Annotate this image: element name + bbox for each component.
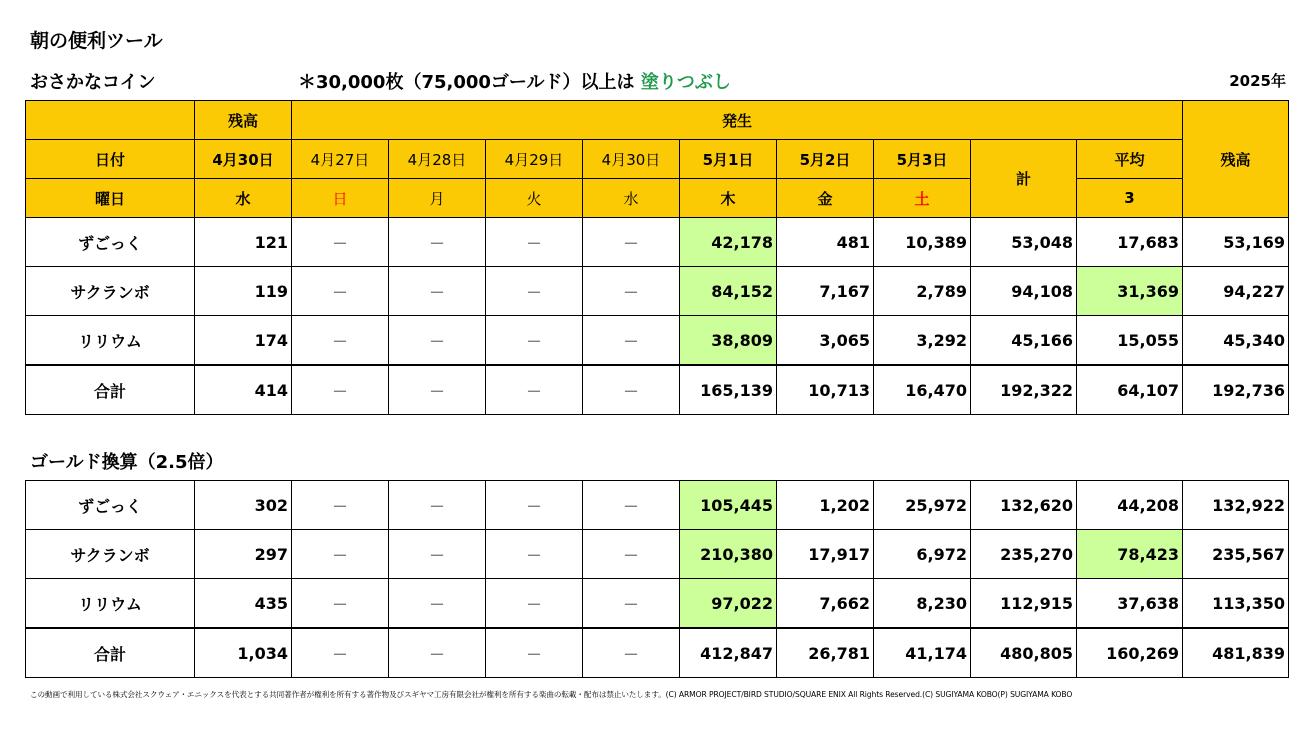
cell-dash: － xyxy=(389,628,486,678)
cell-may1: 42,178 xyxy=(680,218,777,267)
cell-end: 481,839 xyxy=(1183,628,1289,678)
header-total: 計 xyxy=(971,140,1077,218)
header-date: 4月28日 xyxy=(389,140,486,179)
cell-end: 45,340 xyxy=(1183,316,1289,366)
row-name: 合計 xyxy=(26,365,195,415)
header-row-weekdays xyxy=(26,179,1289,218)
row-name: リリウム xyxy=(26,579,195,629)
header-date: 5月3日 xyxy=(874,140,971,179)
cell-may1: 105,445 xyxy=(680,481,777,530)
cell-may3: 3,292 xyxy=(874,316,971,366)
table-row xyxy=(26,530,1289,579)
cell-dash: － xyxy=(292,628,389,678)
cell-total: 94,108 xyxy=(971,267,1077,316)
cell-dash: － xyxy=(292,530,389,579)
cell-may3: 8,230 xyxy=(874,579,971,629)
cell-may1: 210,380 xyxy=(680,530,777,579)
table-row xyxy=(26,218,1289,267)
cell-start: 435 xyxy=(195,579,292,629)
cell-start: 121 xyxy=(195,218,292,267)
cell-avg: 160,269 xyxy=(1077,628,1183,678)
cell-start: 1,034 xyxy=(195,628,292,678)
header-date: 5月2日 xyxy=(777,140,874,179)
total-row xyxy=(26,628,1289,678)
cell-start: 302 xyxy=(195,481,292,530)
cell-dash: － xyxy=(486,267,583,316)
cell-dash: － xyxy=(486,579,583,629)
header-weekday-label: 曜日 xyxy=(26,179,195,218)
cell-dash: － xyxy=(292,579,389,629)
section-title-gold: ゴールド換算（2.5倍） xyxy=(30,452,224,473)
cell-dash: － xyxy=(583,481,680,530)
cell-avg: 37,638 xyxy=(1077,579,1183,629)
cell-dash: － xyxy=(583,530,680,579)
cell-dash: － xyxy=(389,481,486,530)
header-hassei: 発生 xyxy=(292,101,1183,140)
cell-avg: 78,423 xyxy=(1077,530,1183,579)
table-row xyxy=(26,579,1289,629)
cell-may3: 2,789 xyxy=(874,267,971,316)
cell-avg: 17,683 xyxy=(1077,218,1183,267)
cell-dash: － xyxy=(292,481,389,530)
cell-may2: 7,662 xyxy=(777,579,874,629)
cell-total: 45,166 xyxy=(971,316,1077,366)
header-avg: 平均 xyxy=(1077,140,1183,179)
cell-dash: － xyxy=(292,218,389,267)
row-name: ずごっく xyxy=(26,218,195,267)
cell-avg: 31,369 xyxy=(1077,267,1183,316)
cell-dash: － xyxy=(486,218,583,267)
cell-dash: － xyxy=(486,365,583,415)
cell-dash: － xyxy=(389,316,486,366)
header-weekday: 火 xyxy=(486,179,583,218)
header-date: 4月30日 xyxy=(583,140,680,179)
cell-may3: 10,389 xyxy=(874,218,971,267)
cell-total: 192,322 xyxy=(971,365,1077,415)
header-weekday: 金 xyxy=(777,179,874,218)
cell-start: 297 xyxy=(195,530,292,579)
cell-dash: － xyxy=(292,365,389,415)
table-row xyxy=(26,316,1289,366)
cell-total: 132,620 xyxy=(971,481,1077,530)
threshold-note xyxy=(298,68,731,94)
cell-total: 480,805 xyxy=(971,628,1077,678)
cell-may2: 26,781 xyxy=(777,628,874,678)
cell-may1: 165,139 xyxy=(680,365,777,415)
cell-dash: － xyxy=(583,316,680,366)
threshold-note-text: ＊30,000枚（75,000ゴールド）以上は xyxy=(298,72,641,93)
header-date: 4月27日 xyxy=(292,140,389,179)
cell-dash: － xyxy=(583,628,680,678)
header-weekday: 日 xyxy=(292,179,389,218)
header-date: 4月29日 xyxy=(486,140,583,179)
cell-avg: 64,107 xyxy=(1077,365,1183,415)
cell-end: 53,169 xyxy=(1183,218,1289,267)
cell-end: 192,736 xyxy=(1183,365,1289,415)
cell-total: 53,048 xyxy=(971,218,1077,267)
header-weekday: 木 xyxy=(680,179,777,218)
coin-table xyxy=(25,100,1289,415)
cell-may3: 6,972 xyxy=(874,530,971,579)
cell-end: 94,227 xyxy=(1183,267,1289,316)
row-name: サクランボ xyxy=(26,267,195,316)
cell-start: 414 xyxy=(195,365,292,415)
cell-dash: － xyxy=(389,267,486,316)
cell-dash: － xyxy=(389,579,486,629)
header-balance-end: 残高 xyxy=(1183,101,1289,218)
cell-may1: 412,847 xyxy=(680,628,777,678)
header-date: 5月1日 xyxy=(680,140,777,179)
cell-may2: 17,917 xyxy=(777,530,874,579)
gold-table xyxy=(25,480,1289,678)
cell-dash: － xyxy=(486,628,583,678)
header-weekday: 水 xyxy=(583,179,680,218)
header-blank xyxy=(26,101,195,140)
header-date-label: 日付 xyxy=(26,140,195,179)
table-row xyxy=(26,267,1289,316)
cell-may1: 38,809 xyxy=(680,316,777,366)
cell-dash: － xyxy=(292,267,389,316)
header-weekday: 月 xyxy=(389,179,486,218)
header-row-1 xyxy=(26,101,1289,140)
cell-dash: － xyxy=(583,365,680,415)
cell-dash: － xyxy=(583,267,680,316)
cell-avg: 15,055 xyxy=(1077,316,1183,366)
cell-may3: 16,470 xyxy=(874,365,971,415)
cell-may2: 3,065 xyxy=(777,316,874,366)
header-row-dates xyxy=(26,140,1289,179)
cell-may3: 25,972 xyxy=(874,481,971,530)
row-name: リリウム xyxy=(26,316,195,366)
row-name: 合計 xyxy=(26,628,195,678)
cell-may2: 7,167 xyxy=(777,267,874,316)
total-row xyxy=(26,365,1289,415)
cell-start: 119 xyxy=(195,267,292,316)
cell-dash: － xyxy=(486,530,583,579)
cell-total: 235,270 xyxy=(971,530,1077,579)
year-label: 2025年 xyxy=(1229,72,1286,90)
cell-total: 112,915 xyxy=(971,579,1077,629)
cell-may3: 41,174 xyxy=(874,628,971,678)
header-weekday: 水 xyxy=(195,179,292,218)
section-title-coins: おさかなコイン xyxy=(30,72,156,93)
cell-end: 132,922 xyxy=(1183,481,1289,530)
cell-dash: － xyxy=(389,365,486,415)
cell-dash: － xyxy=(292,316,389,366)
cell-may2: 10,713 xyxy=(777,365,874,415)
page-title: 朝の便利ツール xyxy=(30,30,163,52)
cell-end: 113,350 xyxy=(1183,579,1289,629)
header-weekday: 土 xyxy=(874,179,971,218)
header-avg-days: 3 xyxy=(1077,179,1183,218)
cell-start: 174 xyxy=(195,316,292,366)
cell-may1: 84,152 xyxy=(680,267,777,316)
threshold-note-highlight: 塗りつぶし xyxy=(640,72,731,93)
copyright-footer: この動画で利用している株式会社スクウェア・エニックスを代表とする共同著作者が権利を所有する著作物及びスギヤマ工房有限会社が権利を所有する楽曲の転載・配布は禁止いたします。(C) ARMOR PROJECT/BIRD STUDIO/SQUARE ENIX All Rights Reserved.(C) SUGIYAMA KOBO(P) SUGIYAMA KOBO xyxy=(30,690,1073,699)
cell-dash: － xyxy=(486,316,583,366)
cell-avg: 44,208 xyxy=(1077,481,1183,530)
cell-dash: － xyxy=(486,481,583,530)
cell-dash: － xyxy=(583,579,680,629)
cell-may2: 481 xyxy=(777,218,874,267)
header-zandaka: 残高 xyxy=(195,101,292,140)
cell-may1: 97,022 xyxy=(680,579,777,629)
header-date: 4月30日 xyxy=(195,140,292,179)
cell-may2: 1,202 xyxy=(777,481,874,530)
row-name: サクランボ xyxy=(26,530,195,579)
cell-end: 235,567 xyxy=(1183,530,1289,579)
cell-dash: － xyxy=(389,218,486,267)
cell-dash: － xyxy=(389,530,486,579)
cell-dash: － xyxy=(583,218,680,267)
row-name: ずごっく xyxy=(26,481,195,530)
table-row xyxy=(26,481,1289,530)
